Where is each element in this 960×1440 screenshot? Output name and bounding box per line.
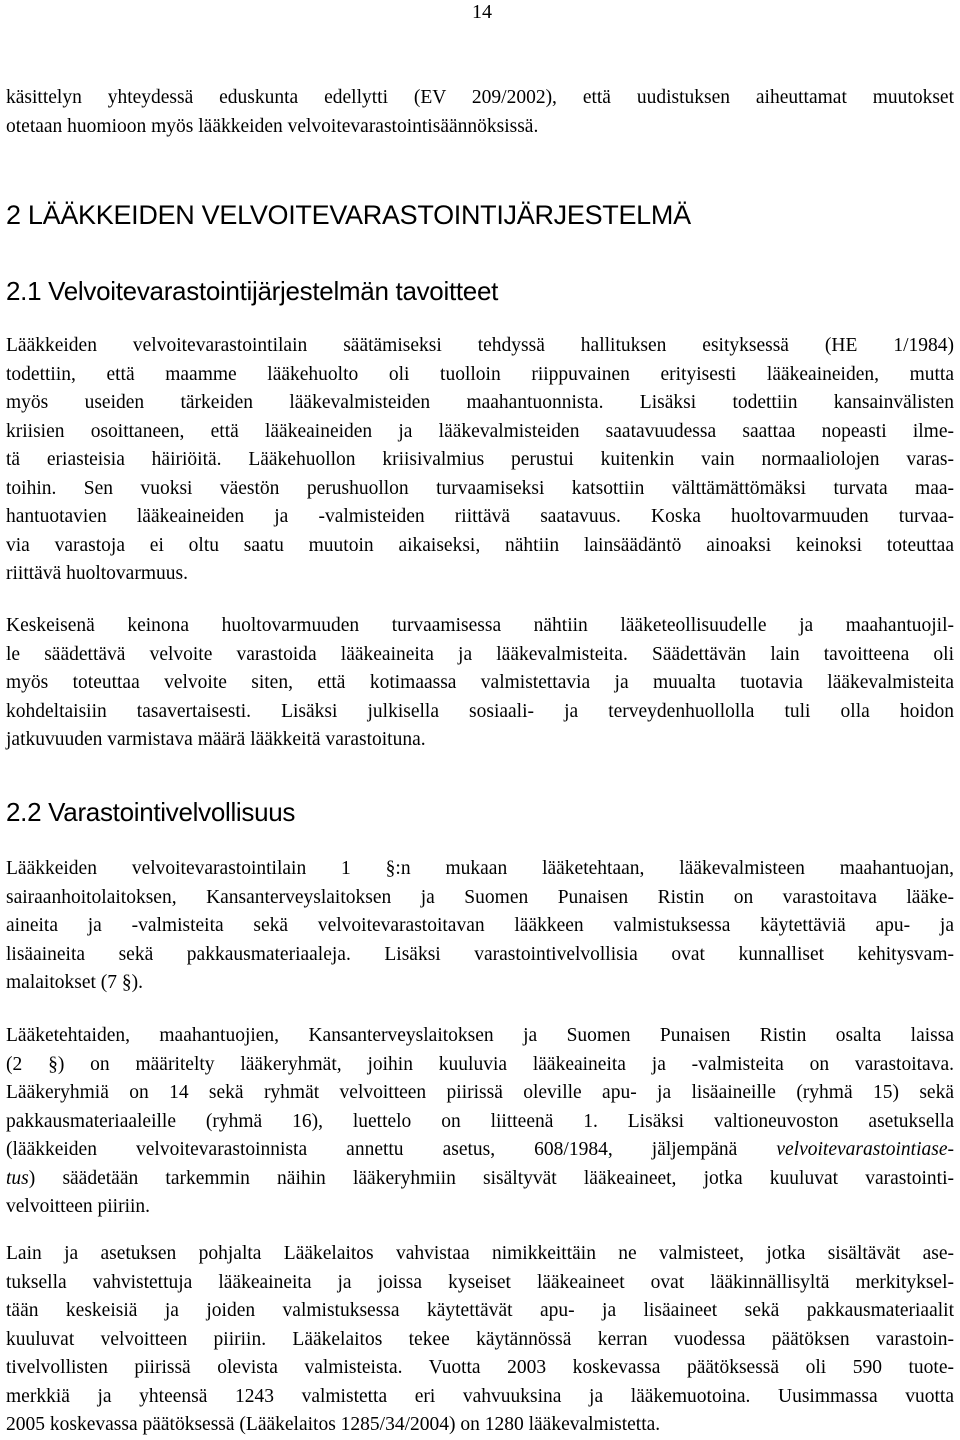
italic-term: tus bbox=[6, 1167, 29, 1189]
text-line: myös useiden tärkeiden lääkevalmisteiden maahantuonnista. Lisäksi todettiin kansainvälisten bbox=[6, 392, 954, 413]
text-line: kohdeltaisiin tasavertaisesti. Lisäksi julkisella sosiaali- ja terveydenhuollolla tuli olla hoidon bbox=[6, 700, 954, 722]
paragraph bbox=[6, 855, 954, 998]
text-line: tuksella vahvistettuja lääkeaineita ja joissa kyseiset lääkeaineet ovat lääkinnällisyltä merkityksel- bbox=[6, 1271, 954, 1293]
text-line: jatkuvuuden varmistava määrä lääkkeitä varastoituna. bbox=[6, 729, 426, 750]
text-line: Lain ja asetuksen pohjalta Lääkelaitos vahvistaa nimikkeittäin ne valmisteet, jotka sisältävät ase- bbox=[6, 1243, 954, 1264]
text-line: 2005 koskevassa päätöksessä (Lääkelaitos 1285/34/2004) on 1280 lääkevalmistetta. bbox=[6, 1414, 661, 1435]
paragraph bbox=[6, 612, 954, 755]
text-line: velvoitteen piiriin. bbox=[6, 1196, 151, 1217]
text-line: otetaan huomioon myös lääkkeiden velvoitevarastointisäännöksissä. bbox=[6, 115, 539, 137]
text-line: kriisien osoittaneen, että lääkeaineiden ja lääkevalmisteiden saatavuudessa saattaa nopeasti ilme- bbox=[6, 420, 954, 442]
paragraph bbox=[6, 1240, 954, 1440]
text-line: aineita ja -valmisteita sekä velvoitevarastoitavan lääkkeen valmistuksessa käytettäviä apu- ja bbox=[6, 915, 954, 936]
section-title: 2 LÄÄKKEIDEN VELVOITEVARASTOINTIJÄRJESTELMÄ bbox=[6, 200, 691, 230]
text-line: Lääkeryhmiä on 14 sekä ryhmät velvoitteen piirissä oleville apu- ja lisäaineille (ryhmä 15) sekä bbox=[6, 1082, 954, 1103]
text-line: hantuotavien lääkeaineiden ja -valmisteiden riittävä saatavuus. Koska huoltovarmuuden turvaa- bbox=[6, 506, 954, 527]
subsection-heading bbox=[6, 274, 954, 308]
text-line: merkkiä ja yhteensä 1243 valmistetta eri vahvuuksina ja lääkemuotoina. Uusimmassa vuotta bbox=[6, 1385, 954, 1407]
text-line: myös toteuttaa velvoite siten, että kotimaassa valmistettavia ja muualta tuotavia lääkevalmisteita bbox=[6, 672, 954, 693]
subsection-title: 2.1 Velvoitevarastointijärjestelmän tavoitteet bbox=[6, 276, 499, 306]
text-line: Keskeisenä keinona huoltovarmuuden turvaamisessa nähtiin lääketeollisuudelle ja maahantuojil- bbox=[6, 615, 954, 636]
text-line: via varastoja ei oltu saatu muutoin aikaiseksi, nähtiin lainsäädäntö ainoaksi keinoksi toteuttaa bbox=[6, 534, 954, 556]
page-number: 14 bbox=[472, 1, 492, 23]
text-run: ) säädetään tarkemmin näihin lääkeryhmiin sisältyvät lääkeaineet, jotka kuuluvat varastointi- bbox=[28, 1167, 954, 1189]
text-line: Lääkkeiden velvoitevarastointilain säätämiseksi tehdyssä hallituksen esityksessä (HE 1/1984) bbox=[6, 335, 954, 356]
text-line: riittävä huoltovarmuus. bbox=[6, 563, 188, 584]
text-line: le säädettävä velvoite varastoida lääkeaineita ja lääkevalmisteita. Säädettävän lain tavoitteena oli bbox=[6, 643, 954, 665]
intro-paragraph bbox=[6, 84, 954, 141]
text-line: sairaanhoitolaitoksen, Kansanterveyslaitoksen ja Suomen Punaisen Ristin on varastoitava lääke- bbox=[6, 886, 954, 908]
subsection-heading bbox=[6, 795, 954, 829]
text-line: tivelvollisten piirissä olevista valmisteista. Vuotta 2003 koskevassa päätöksessä oli 590 tuote- bbox=[6, 1357, 954, 1378]
text-line: malaitokset (7 §). bbox=[6, 972, 144, 993]
text-line: tään keskeisiä ja joiden valmistuksessa käytettävät apu- ja lisäaineet sekä pakkausmateriaalit bbox=[6, 1300, 954, 1321]
text-line: todettiin, että maamme lääkehuolto oli tuolloin riippuvainen erityisesti lääkeaineiden, mutta bbox=[6, 363, 954, 385]
subsection-title: 2.2 Varastointivelvollisuus bbox=[6, 797, 296, 827]
text-run: (lääkkeiden velvoitevarastoinnista annettu asetus, 608/1984, jäljempänä bbox=[6, 1139, 777, 1160]
text-line: tä eriasteisia häiriöitä. Lääkehuollon kriisivalmius perustui kuitenkin vain normaaliolojen varas- bbox=[6, 449, 954, 470]
paragraph bbox=[6, 332, 954, 589]
text-line bbox=[6, 1136, 954, 1165]
text-line: käsittelyn yhteydessä eduskunta edellytti (EV 209/2002), että uudistuksen aiheuttamat muutokset bbox=[6, 87, 954, 108]
paragraph bbox=[6, 1022, 954, 1222]
text-line: Lääketehtaiden, maahantuojien, Kansanterveyslaitoksen ja Suomen Punaisen Ristin osalta laissa bbox=[6, 1025, 954, 1046]
italic-term: velvoitevarastointiase- bbox=[776, 1139, 954, 1160]
text-line: kuuluvat velvoitteen piiriin. Lääkelaitos tekee käytännössä kerran vuodessa päätöksen varastoin- bbox=[6, 1328, 954, 1350]
text-line: toihin. Sen vuoksi väestön perushuollon turvaamiseksi katsottiin välttämättömäksi turvata maa- bbox=[6, 477, 954, 499]
text-line: lisäaineita sekä pakkausmateriaaleja. Lisäksi varastointivelvollisia ovat kunnalliset kehitysvam- bbox=[6, 943, 954, 965]
section-heading bbox=[6, 198, 954, 232]
text-line: Lääkkeiden velvoitevarastointilain 1 §:n mukaan lääketehtaan, lääkevalmisteen maahantuojan, bbox=[6, 858, 954, 879]
text-line: pakkausmateriaaleille (ryhmä 16), luettelo on liitteenä 1. Lisäksi valtioneuvoston asetuksella bbox=[6, 1110, 954, 1132]
text-line bbox=[6, 1165, 954, 1194]
text-line: (2 §) on määritelty lääkeryhmät, joihin kuuluvia lääkeaineita ja -valmisteita on varastoitava. bbox=[6, 1053, 954, 1075]
